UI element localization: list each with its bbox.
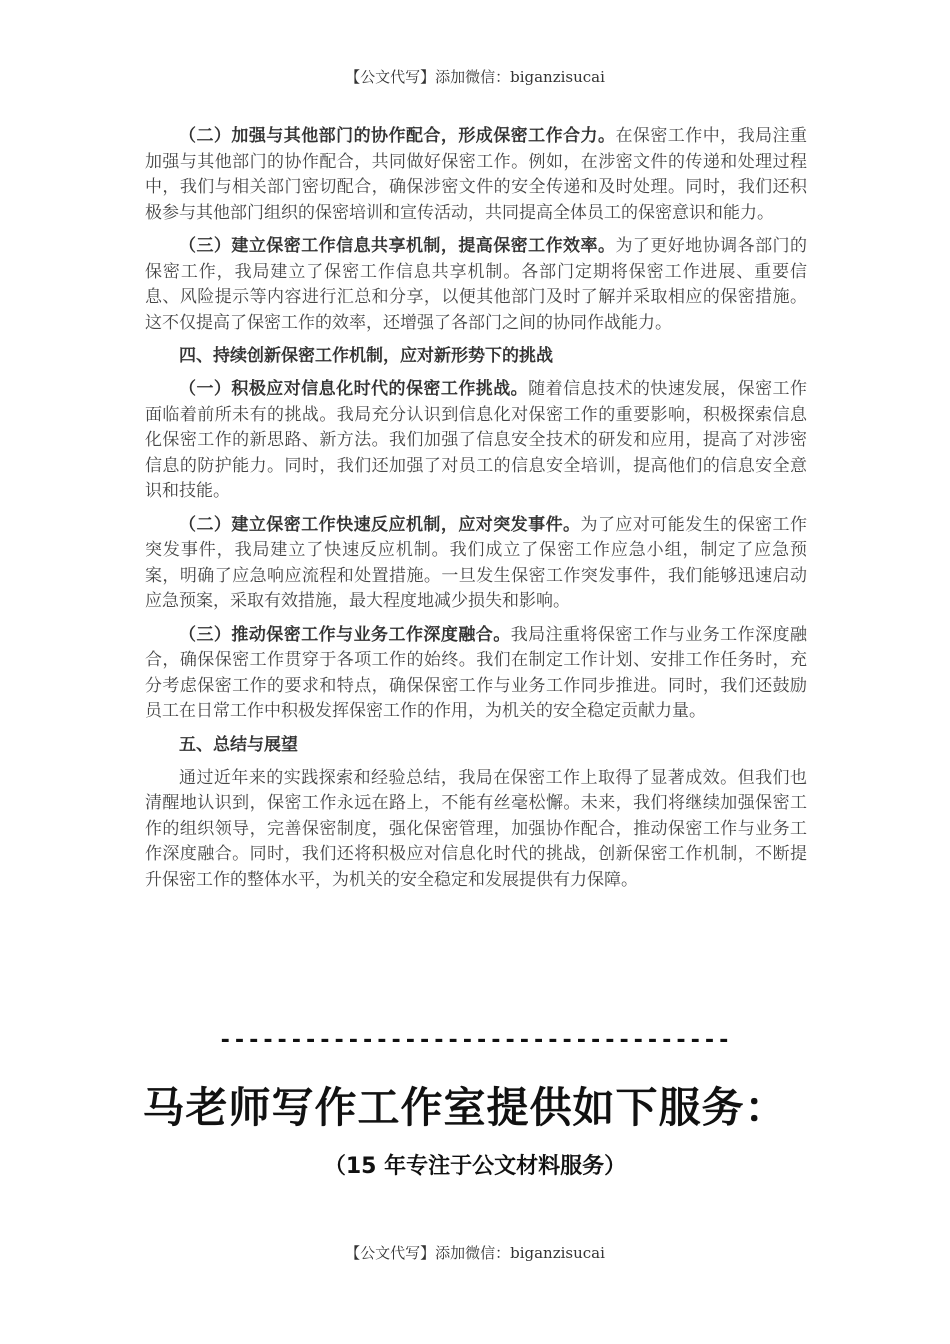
document-body [145,124,807,901]
paragraph-integration [145,623,807,725]
paragraph-summary [145,766,807,894]
paragraph-informatization [145,377,807,505]
page-footer: 【公文代写】添加微信：biganzisucai [345,1244,605,1262]
paragraph-info-sharing [145,234,807,336]
paragraph-body: 为了更好地协调各部门的保密工作，我局建立了保密工作信息共享机制。各部门定期将保密工作进展、重要信息、风险提示等内容进行汇总和分享，以便其他部门及时了解并采取相应的保密措施。这不仅提高了保密工作的效率，还增强了各部门之间的协同作战能力。 [145,236,808,333]
paragraph-lead: （二）建立保密工作快速反应机制，应对突发事件。 [179,514,581,535]
page-header: 【公文代写】添加微信：biganzisucai [345,68,605,86]
paragraph-body: 随着信息技术的快速发展，保密工作面临着前所未有的挑战。我局充分认识到信息化对保密工作的重要影响，积极探索信息化保密工作的新思路、新方法。我们加强了信息安全技术的研发和应用，提高了对涉密信息的防护能力。同时，我们还加强了对员工的信息安全培训，提高他们的信息安全意识和技能。 [145,379,808,501]
paragraph-lead: （三）建立保密工作信息共享机制，提高保密工作效率。 [179,236,616,256]
paragraph-body: 通过近年来的实践探索和经验总结，我局在保密工作上取得了显著成效。但我们也清醒地认识到，保密工作永远在路上，不能有丝毫松懈。未来，我们将继续加强保密工作的组织领导，完善保密制度，强化保密管理，加强协作配合，推动保密工作与业务工作深度融合。同时，我们还将积极应对信息化时代的挑战，创新保密工作机制，不断提升保密工作的整体水平，为机关的安全稳定和发展提供有力保障。 [145,767,807,890]
promo-title: 马老师写作工作室提供如下服务： [142,1083,788,1132]
section-heading-four: 四、持续创新保密工作机制，应对新形势下的挑战 [179,346,553,366]
section-heading-five: 五、总结与展望 [179,734,298,755]
paragraph-body: 我局注重将保密工作与业务工作深度融合，确保保密工作贯穿于各项工作的始终。我们在制定工作计划、安排工作任务时，充分考虑保密工作的要求和特点，确保保密工作与业务工作同步推进。同时，我们还鼓励员工在日常工作中积极发挥保密工作的作用，为机关的安全稳定贡献力量。 [145,624,808,721]
paragraph-lead: （三）推动保密工作与业务工作深度融合。 [179,624,511,645]
paragraph-cooperation [145,124,807,226]
paragraph-lead: （一）积极应对信息化时代的保密工作挑战。 [179,379,529,399]
dashed-divider: ------------------------------------ [218,1028,732,1053]
paragraph-lead: （二）加强与其他部门的协作配合，形成保密工作合力。 [179,126,616,146]
paragraph-rapid-response [145,513,807,615]
paragraph-body: 为了应对可能发生的保密工作突发事件，我局建立了快速反应机制。我们成立了保密工作应急小组，制定了应急预案，明确了应急响应流程和处置措施。一旦发生保密工作突发事件，我们能够迅速启动应急预案，采取有效措施，最大程度地减少损失和影响。 [145,514,808,611]
paragraph-body: 在保密工作中，我局注重加强与其他部门的协作配合，共同做好保密工作。例如，在涉密文件的传递和处理过程中，我们与相关部门密切配合，确保涉密文件的安全传递和及时处理。同时，我们还积极参与其他部门组织的保密培训和宣传活动，共同提高全体员工的保密意识和能力。 [145,126,808,223]
promo-subtitle: （15 年专注于公文材料服务） [323,1154,627,1179]
